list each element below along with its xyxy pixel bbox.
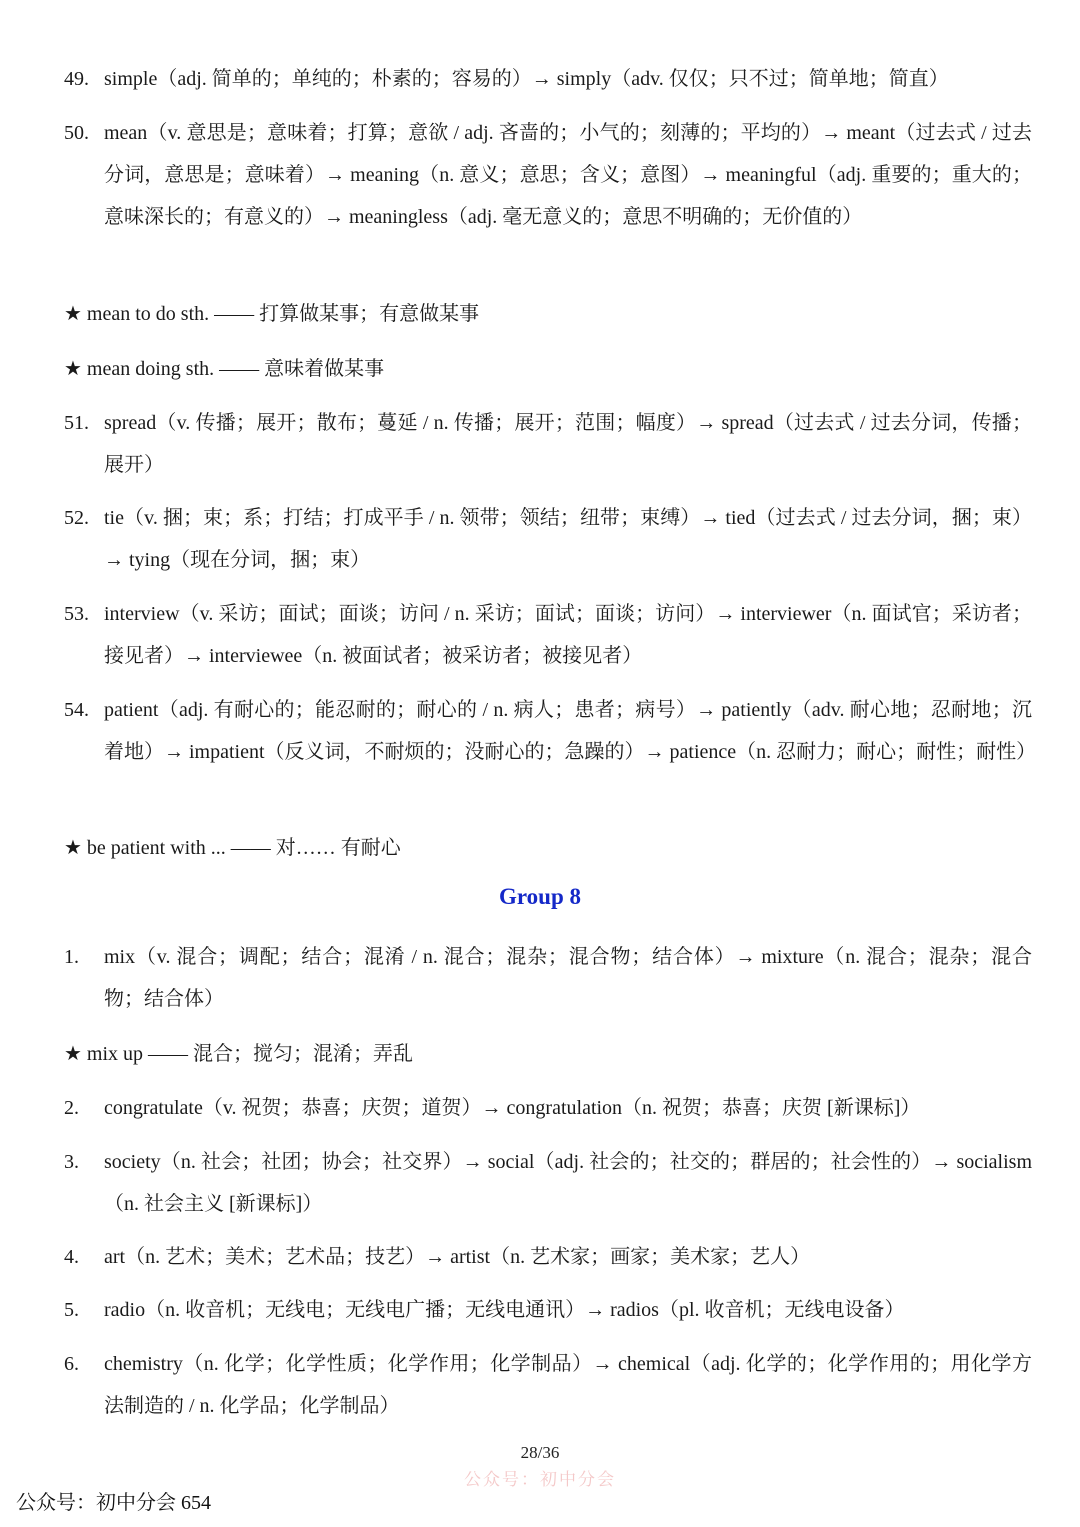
entry-54 <box>64 689 1037 773</box>
entry-number: 6. <box>64 1353 79 1375</box>
entry-number: 3. <box>64 1151 79 1173</box>
entry-group8-2 <box>64 1087 1032 1129</box>
page-number: 28/36 <box>520 1443 560 1462</box>
entry-group8-4 <box>64 1236 1032 1278</box>
entry-number: 2. <box>64 1097 79 1119</box>
entry-text: art（n. 艺术；美术；艺术品；技艺）→ artist（n. 艺术家；画家；美术家；艺人） <box>104 1246 811 1268</box>
entry-text: society（n. 社会；社团；协会；社交界）→ social（adj. 社会的；社交的；群居的；社会性的）→ socialism（n. 社会主义 [新课标]） <box>104 1151 1032 1215</box>
entry-group8-6 <box>64 1343 1032 1427</box>
watermark: 公众号：初中分会 <box>464 1470 616 1490</box>
entry-text: radio（n. 收音机；无线电；无线电广播；无线电通讯）→ radios（pl. 收音机；无线电设备） <box>104 1299 905 1321</box>
entry-51 <box>64 402 1032 486</box>
phrase-be-patient-with: ★ be patient with ... —— 对…… 有耐心 <box>64 837 401 859</box>
footer-account: 公众号：初中分会 654 <box>16 1492 211 1514</box>
entry-text: spread（v. 传播；展开；散布；蔓延 / n. 传播；展开；范围；幅度）→ spread（过去式 / 过去分词，传播；展开） <box>104 412 1032 476</box>
entry-text: mean（v. 意思是；意味着；打算；意欲 / adj. 吝啬的；小气的；刻薄的；平均的）→ meant（过去式 / 过去分词，意思是；意味着）→ meaning（n. 意义；意思；含义；意图）→ meaningful（adj. 重要的；重大的；意味深长的；有意义的）→ meaningless（adj. 毫无意义的；意思不明确的；无价值的） <box>104 122 1032 228</box>
entry-number: 53. <box>64 603 89 625</box>
entry-number: 4. <box>64 1246 79 1268</box>
phrase-mean-to-do: ★ mean to do sth. —— 打算做某事；有意做某事 <box>64 303 480 325</box>
entry-text: congratulate（v. 祝贺；恭喜；庆贺；道贺）→ congratulation（n. 祝贺；恭喜；庆贺 [新课标]） <box>104 1097 921 1119</box>
entry-49 <box>64 58 1032 100</box>
entry-number: 52. <box>64 507 89 529</box>
entry-number: 54. <box>64 699 89 721</box>
entry-group8-3 <box>64 1141 1032 1225</box>
entry-group8-1 <box>64 936 1032 1020</box>
phrase-mix-up: ★ mix up —— 混合；搅匀；混淆；弄乱 <box>64 1043 414 1065</box>
entry-52 <box>64 497 1032 581</box>
entry-text: patient（adj. 有耐心的；能忍耐的；耐心的 / n. 病人；患者；病号）→ patiently（adv. 耐心地；忍耐地；沉着地）→ impatient（反义词，不耐烦的；没耐心的；急躁的）→ patience（n. 忍耐力；耐心；耐性；耐性） <box>104 699 1037 763</box>
entry-50 <box>64 112 1032 238</box>
group-heading: Group 8 <box>498 884 582 909</box>
entry-group8-5 <box>64 1289 1032 1331</box>
entry-number: 49. <box>64 68 89 90</box>
phrase-mean-doing: ★ mean doing sth. —— 意味着做某事 <box>64 358 385 380</box>
entry-number: 5. <box>64 1299 79 1321</box>
entry-text: interview（v. 采访；面试；面谈；访问 / n. 采访；面试；面谈；访问）→ interviewer（n. 面试官；采访者；接见者）→ interviewee（n. 被面试者；被采访者；被接见者） <box>104 603 1032 667</box>
entry-text: simple（adj. 简单的；单纯的；朴素的；容易的）→ simply（adv. 仅仅；只不过；简单地；简直） <box>104 68 949 90</box>
entry-text: chemistry（n. 化学；化学性质；化学作用；化学制品）→ chemical（adj. 化学的；化学作用的；用化学方法制造的 / n. 化学品；化学制品） <box>104 1353 1032 1417</box>
entry-number: 51. <box>64 412 89 434</box>
entry-53 <box>64 593 1032 677</box>
entry-number: 1. <box>64 946 79 968</box>
entry-text: tie（v. 捆；束；系；打结；打成平手 / n. 领带；领结；纽带；束缚）→ tied（过去式 / 过去分词，捆；束）→ tying（现在分词，捆；束） <box>104 507 1032 571</box>
entry-text: mix（v. 混合；调配；结合；混淆 / n. 混合；混杂；混合物；结合体）→ mixture（n. 混合；混杂；混合物；结合体） <box>104 946 1032 1010</box>
entry-number: 50. <box>64 122 89 144</box>
